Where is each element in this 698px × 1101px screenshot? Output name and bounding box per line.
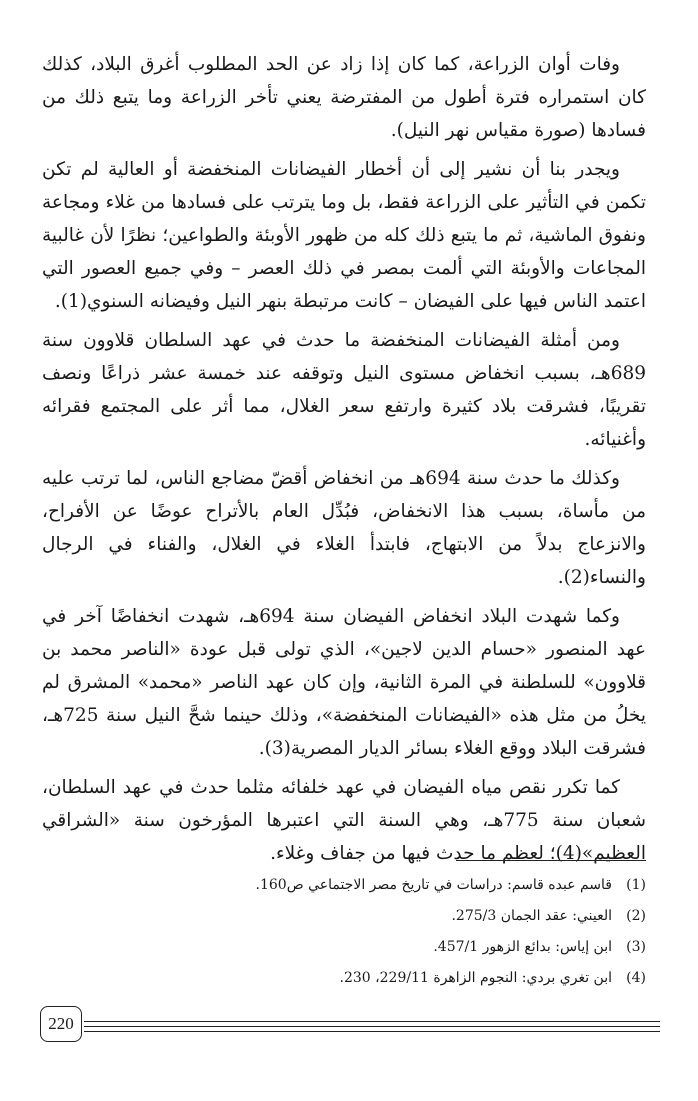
footer-rule <box>84 1021 660 1022</box>
footnote-number: (4) <box>626 970 646 986</box>
footnote-number: (2) <box>626 908 646 924</box>
footnote <box>86 870 646 901</box>
footnote <box>86 963 646 994</box>
page-number: 220 <box>40 1006 82 1042</box>
footnote-number: (3) <box>626 939 646 955</box>
page-footer <box>40 1006 660 1046</box>
footer-rule <box>84 1026 660 1027</box>
footer-rule <box>84 1031 660 1032</box>
footnote <box>86 932 646 963</box>
paragraph: ومن أمثلة الفيضانات المنخفضة ما حدث في عهد السلطان قلاوون سنة 689هـ، بسبب انخفاض مستوى النيل وتوقفه عند خمسة عشر ذراعًا ونصف تقريبًا، فشرقت بلاد كثيرة وارتفع سعر الغلال، مما أثر على المجتمع فقرائه وأغنيائه. <box>42 330 646 450</box>
paragraph: وكذلك ما حدث سنة 694هـ من انخفاض أقضّ مضاجع الناس، لما ترتب عليه من مأساة، بسبب هذا الانخفاض، فبُدِّل العام بالأتراح عوضًا عن الأفراح، والانزعاج بدلاً من الابتهاج، فابتدأ الغلاء في الغلال، والفناء في الرجال والنساء(2). <box>42 468 646 588</box>
paragraph: ويجدر بنا أن نشير إلى أن أخطار الفيضانات المنخفضة أو العالية لم تكن تكمن في التأثير على الزراعة فقط، بل وما يترتب على فسادها من غلاء ومجاعة ونفوق الماشية، ثم ما يتبع ذلك كله من ظهور الأوبئة والطواعين؛ نظرًا لأن غالبية المجاعات والأوبئة التي ألمت بمصر في ذلك العصر – وفي جميع العصور التي اعتمد الناس فيها على الفيضان – كانت مرتبطة بنهر النيل وفيضانه السنوي(1). <box>42 159 646 312</box>
paragraph: كما تكرر نقص مياه الفيضان في عهد خلفائه مثلما حدث في عهد السلطان، شعبان سنة 775هـ، وهي السنة التي اعتبرها المؤرخون سنة «الشراقي العظيم»(4)؛ لعظم ما حدث فيها من جفاف وغلاء. <box>42 777 646 864</box>
paragraph: وفات أوان الزراعة، كما كان إذا زاد عن الحد المطلوب أغرق البلاد، كذلك كان استمراره فترة أطول من المفترضة يعني تأخر الزراعة وما يتبع ذلك من فسادها (صورة مقياس نهر النيل). <box>42 54 646 141</box>
footnote-text: ابن تغري بردي: النجوم الزاهرة 229/11، 230. <box>339 970 612 986</box>
paragraph: وكما شهدت البلاد انخفاض الفيضان سنة 694هـ، شهدت انخفاضًا آخر في عهد المنصور «حسام الدين لاجين»، الذي تولى قبل عودة «الناصر محمد بن قلاوون» للسلطنة في المرة الثانية، وإن كان عهد الناصر «محمد» المشرق لم يخلُ من مثل هذه «الفيضانات المنخفضة»، وذلك حينما شحَّ النيل سنة 725هـ، فشرقت البلاد ووقع الغلاء بسائر الديار المصرية(3). <box>42 606 646 759</box>
page-body <box>42 48 646 876</box>
footnote <box>86 901 646 932</box>
footnote-text: ابن إياس: بدائع الزهور 457/1. <box>433 939 612 955</box>
footnotes <box>86 870 646 994</box>
footnote-text: قاسم عبده قاسم: دراسات في تاريخ مصر الاجتماعي ص160. <box>255 877 612 893</box>
footnote-text: العيني: عقد الجمان 275/3. <box>451 908 612 924</box>
footnote-number: (1) <box>626 877 646 893</box>
footnote-separator <box>456 860 646 861</box>
